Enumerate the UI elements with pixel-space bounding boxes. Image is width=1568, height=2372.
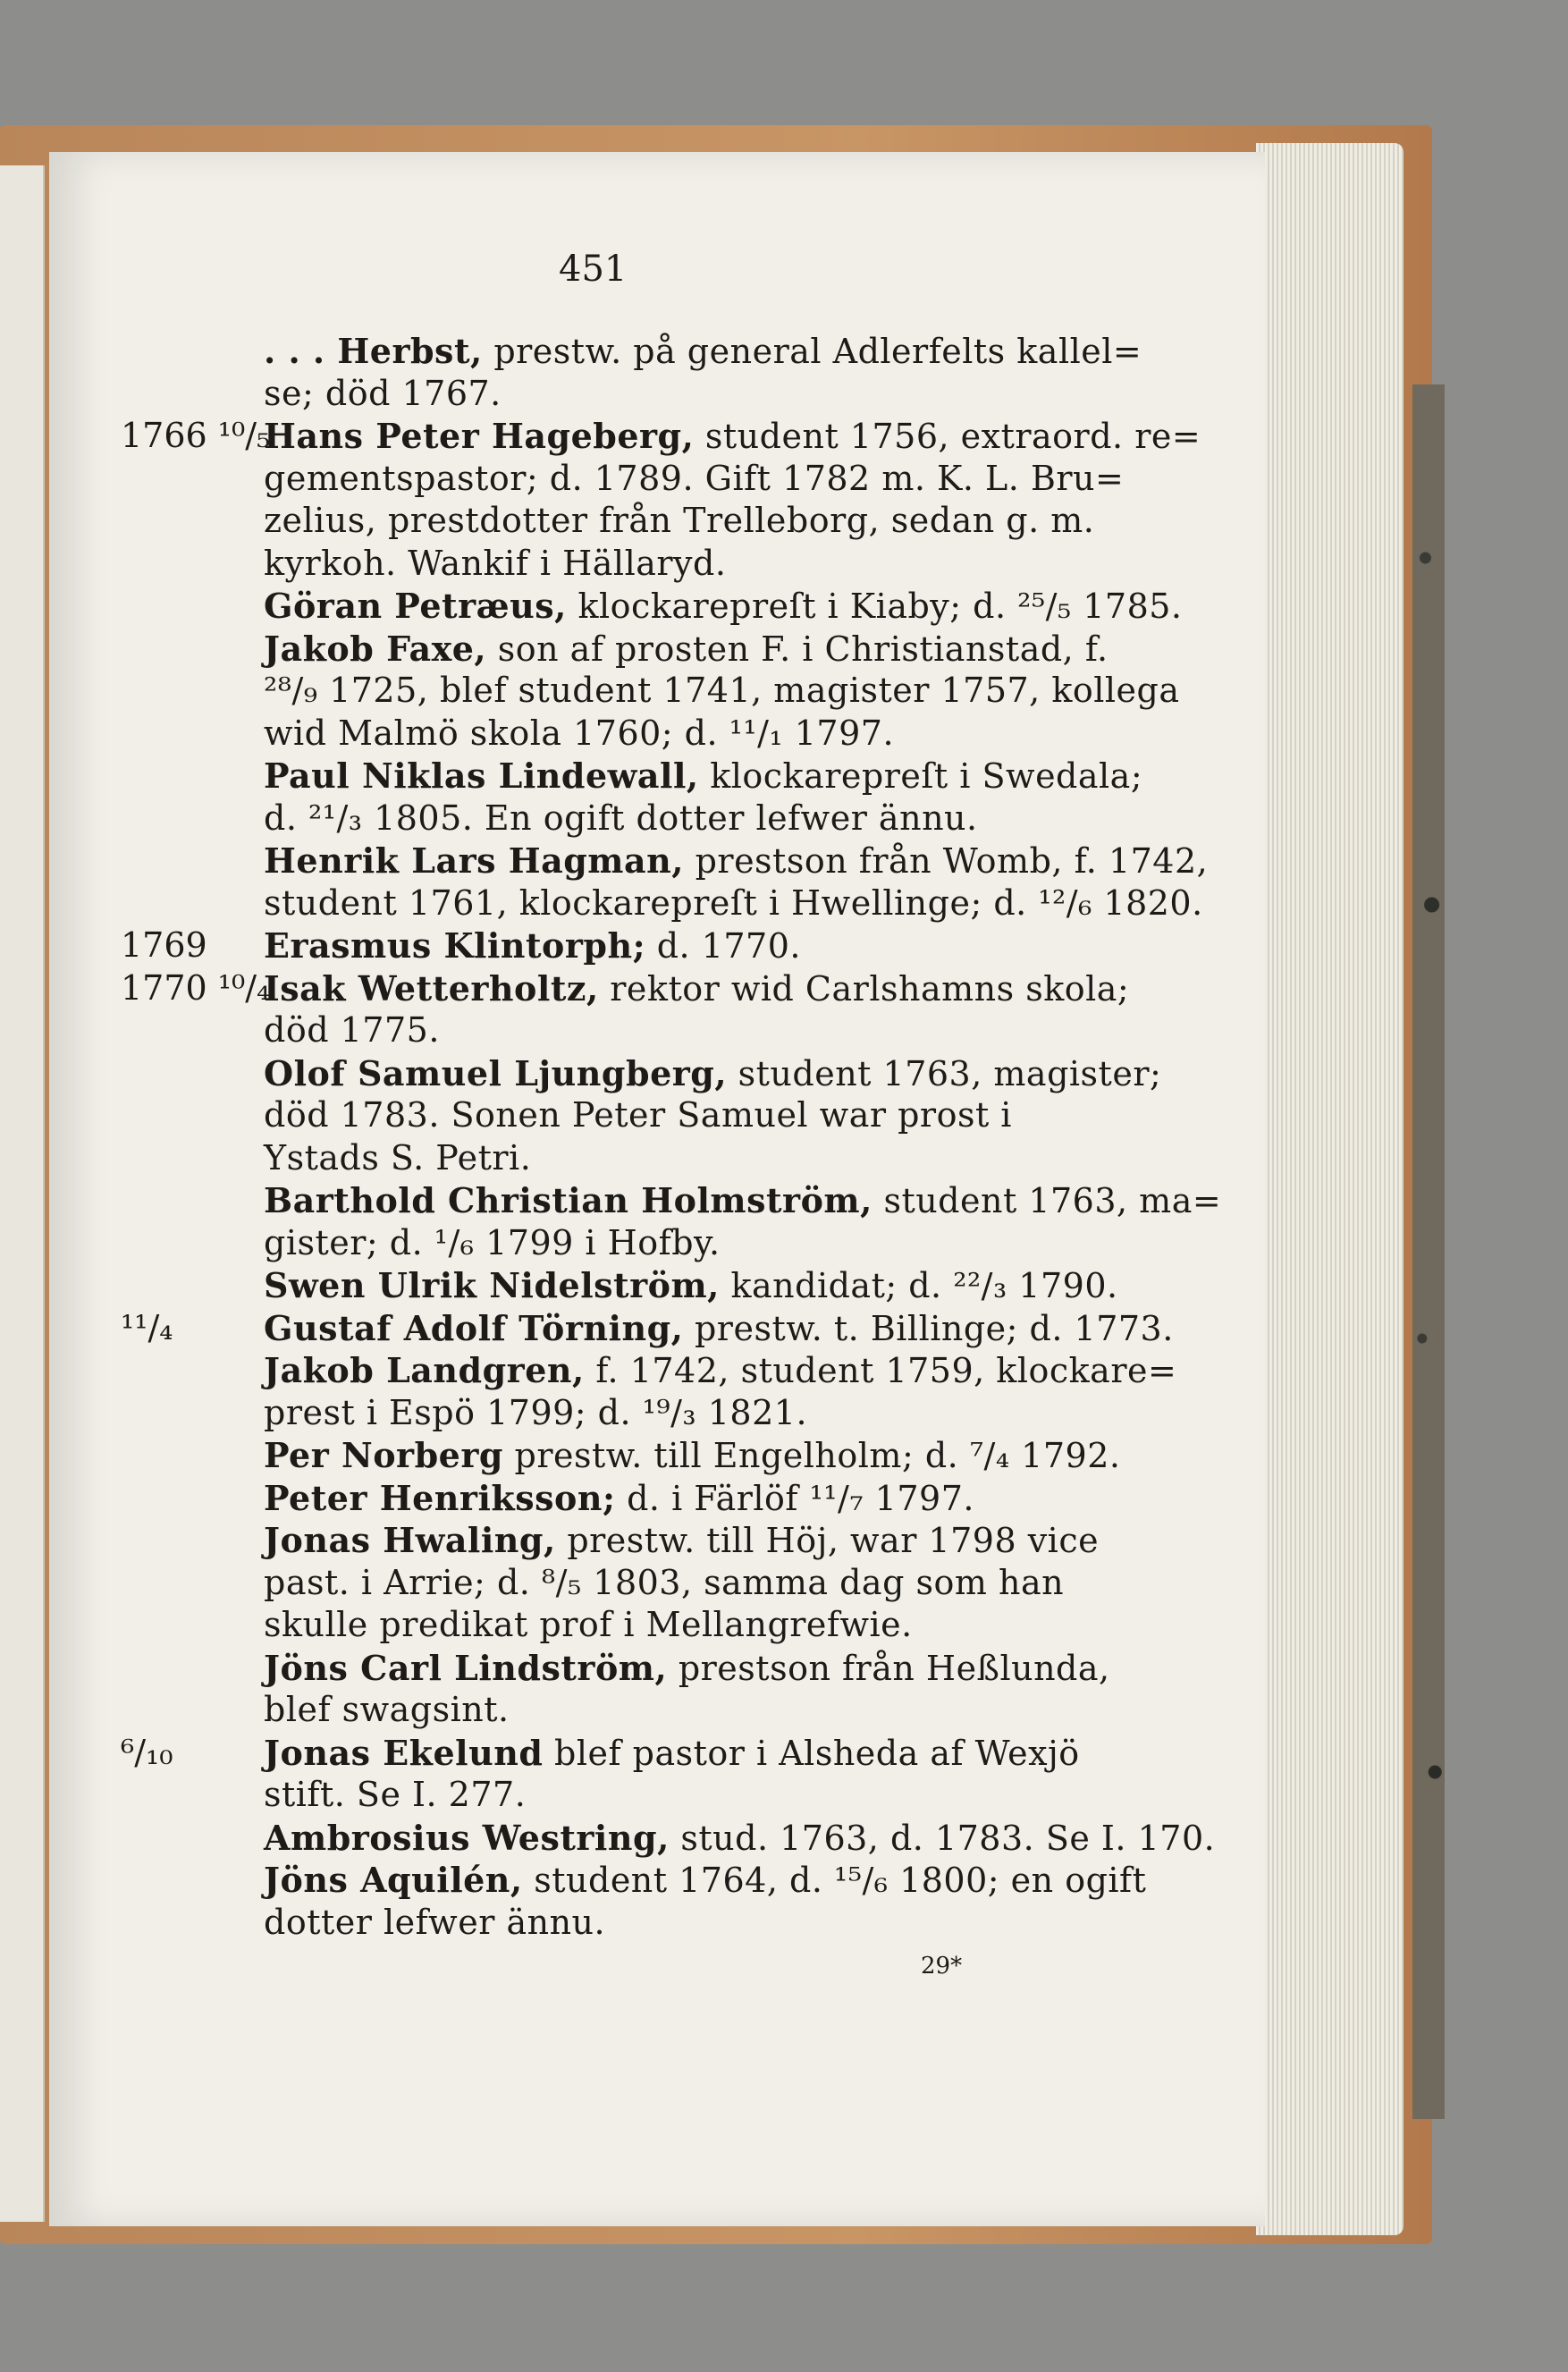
text-line <box>264 1265 1118 1305</box>
text-line <box>264 1690 1095 1729</box>
page-stack-edges <box>1256 143 1404 2235</box>
text-line <box>264 628 1109 669</box>
person-name: . . . Herbst, <box>264 331 483 371</box>
signature-mark: 29* <box>921 1953 963 1979</box>
text-line <box>264 1435 1121 1475</box>
person-name: Jonas Ekelund <box>264 1732 544 1773</box>
entry-text: d. i Färlöf ¹¹/₇ 1797. <box>615 1478 974 1518</box>
text-line <box>264 755 1143 796</box>
entry-text: gementspastor; d. 1789. Gift 1782 m. K. L. Bru= <box>264 458 1125 498</box>
text-line <box>264 1860 1147 1900</box>
text-line <box>264 1138 1095 1178</box>
text-line <box>264 882 1203 923</box>
entry-text: gister; d. ¹/₆ 1799 i Hofby. <box>264 1222 721 1262</box>
text-line <box>264 1307 1174 1348</box>
text-line <box>264 713 1095 753</box>
text-line <box>264 1095 1095 1135</box>
text-line <box>264 374 1095 413</box>
person-name: Jakob Faxe, <box>264 628 487 669</box>
book-page <box>49 152 1265 2226</box>
person-name: Olof Samuel Ljungberg, <box>264 1052 728 1093</box>
entry-text: stift. Se I. 277. <box>264 1775 527 1814</box>
person-name: Paul Niklas Lindewall, <box>264 755 699 796</box>
entry-text: blef swagsint. <box>264 1690 510 1729</box>
text-line <box>264 416 1201 456</box>
entry-text: rektor wid Carlshamns skola; <box>598 968 1130 1009</box>
text-line <box>264 1563 1095 1602</box>
person-name: Peter Henriksson; <box>264 1477 616 1518</box>
entry-text: prest i Espö 1799; d. ¹⁹/₃ 1821. <box>264 1392 808 1432</box>
entry-text: kandidat; d. ²²/₃ 1790. <box>719 1266 1118 1305</box>
text-line <box>264 544 1095 583</box>
entry-text: död 1783. Sonen Peter Samuel war prost i <box>264 1095 1012 1135</box>
entry-text: student 1763, magister; <box>727 1053 1162 1093</box>
entry-text: blef pastor i Alsheda af Wexjö <box>543 1733 1080 1773</box>
entry-text: prestw. t. Billinge; d. 1773. <box>683 1308 1174 1348</box>
text-line <box>264 1052 1162 1093</box>
entry-text: past. i Arrie; d. ⁸/₅ 1803, samma dag som han <box>264 1562 1065 1602</box>
entry-text: Ystads S. Petri. <box>264 1137 532 1178</box>
entry-text: prestw. på general Adlerfelts kallel= <box>482 332 1142 371</box>
entry-text: ²⁸/₉ 1725, blef student 1741, magister 1757, kollega <box>264 671 1180 710</box>
person-name: Henrik Lars Hagman, <box>264 840 684 881</box>
entry-text: kyrkoh. Wankif i Hällaryd. <box>264 543 727 583</box>
entry-text: prestson från Womb, f. 1742, <box>684 841 1209 881</box>
text-line <box>264 1903 1095 1942</box>
person-name: Jonas Hwaling, <box>264 1520 556 1560</box>
entry-text: zelius, prestdotter från Trelleborg, sedan g. m. <box>264 501 1095 540</box>
margin-note: 1770 ¹⁰/₄ <box>121 967 271 1008</box>
text-line <box>264 1605 1095 1644</box>
person-name: Erasmus Klintorph; <box>264 925 646 966</box>
entry-text: död 1775. <box>264 1010 440 1050</box>
person-name: Ambrosius Westring, <box>264 1817 670 1858</box>
entry-text: prestw. till Höj, war 1798 vice <box>555 1521 1100 1560</box>
text-line <box>264 798 1095 838</box>
entry-text: son af prosten F. i Christianstad, f. <box>486 629 1109 669</box>
entry-text: f. 1742, student 1759, klockare= <box>584 1351 1177 1390</box>
person-name: Göran Petræus, <box>264 586 567 626</box>
entry-text: prestw. till Engelholm; d. ⁷/₄ 1792. <box>502 1436 1121 1475</box>
text-line <box>264 925 1095 966</box>
entry-text: klockarepreſt i Swedala; <box>698 756 1143 796</box>
margin-note: 1769 <box>121 925 207 965</box>
entry-text: d. ²¹/₃ 1805. En ogift dotter lefwer ännu. <box>264 798 978 838</box>
person-name: Swen Ulrik Nidelström, <box>264 1265 720 1305</box>
text-line <box>264 1393 1095 1432</box>
text-line <box>264 1180 1222 1220</box>
entry-text: d. 1770. <box>645 926 801 966</box>
page-number: 451 <box>559 249 628 290</box>
text-line <box>264 840 1209 881</box>
person-name: Isak Wetterholtz, <box>264 967 599 1009</box>
margin-note: ¹¹/₄ <box>121 1307 173 1347</box>
marbled-edge <box>1412 384 1445 2119</box>
page-text <box>49 152 1265 2226</box>
entry-text: prestson från Heßlunda, <box>667 1648 1110 1688</box>
entry-text: student 1756, extraord. re= <box>694 417 1201 456</box>
entry-text: student 1763, ma= <box>872 1181 1222 1220</box>
text-line <box>264 501 1095 540</box>
text-line <box>264 671 1180 710</box>
text-line <box>264 331 1142 371</box>
text-line <box>264 458 1125 498</box>
person-name: Barthold Christian Holmström, <box>264 1180 873 1220</box>
text-line <box>264 1775 1095 1814</box>
margin-note: ⁶/₁₀ <box>121 1732 173 1772</box>
margin-note: 1766 ¹⁰/₅ <box>121 416 271 455</box>
text-line <box>264 1733 1095 1773</box>
left-page-edge <box>0 165 45 2222</box>
text-line <box>264 1350 1177 1390</box>
entry-text: stud. 1763, d. 1783. Se I. 170. <box>669 1818 1216 1858</box>
entry-text: dotter lefwer ännu. <box>264 1902 606 1942</box>
text-line <box>264 1520 1100 1560</box>
person-name: Per Norberg <box>264 1435 503 1475</box>
text-line <box>264 1010 1095 1050</box>
entry-text: klockarepreſt i Kiaby; d. ²⁵/₅ 1785. <box>566 587 1183 626</box>
text-line <box>264 1478 1095 1518</box>
entry-text: student 1764, d. ¹⁵/₆ 1800; en ogift <box>522 1861 1147 1900</box>
text-line <box>264 967 1130 1009</box>
entry-text: se; död 1767. <box>264 373 502 413</box>
person-name: Jakob Landgren, <box>264 1350 585 1390</box>
person-name: Jöns Aquilén, <box>264 1860 523 1900</box>
entry-text: skulle predikat prof i Mellangrefwie. <box>264 1605 913 1644</box>
text-line <box>264 1817 1216 1858</box>
entry-text: student 1761, klockarepreſt i Hwellinge; d. ¹²/₆ 1820. <box>264 882 1203 923</box>
person-name: Jöns Carl Lindström, <box>264 1647 668 1688</box>
person-name: Gustaf Adolf Törning, <box>264 1307 684 1348</box>
text-line <box>264 1647 1110 1688</box>
text-line <box>264 1223 1095 1262</box>
person-name: Hans Peter Hageberg, <box>264 416 695 456</box>
text-line <box>264 586 1183 626</box>
entry-text: wid Malmö skola 1760; d. ¹¹/₁ 1797. <box>264 713 895 753</box>
